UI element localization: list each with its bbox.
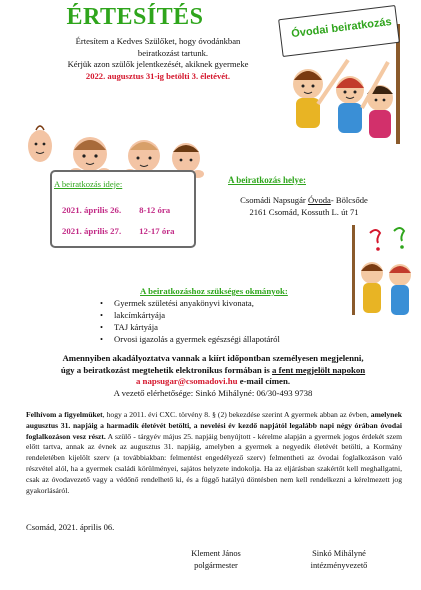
signature-mayor xyxy=(178,548,254,572)
notice-line-1: Amennyiben akadályoztatva vannak a kiírt időpontban személyesen megjelenni, xyxy=(62,353,364,363)
contact-phone: A vezető elérhetősége: Sinkó Mihályné: 06/30-493 9738 xyxy=(113,387,313,398)
signature-name: Sinkó Mihályné xyxy=(312,549,366,558)
intro-text xyxy=(8,36,308,82)
kids-sign-illustration xyxy=(268,2,418,152)
location-label: A beiratkozás helye: xyxy=(228,175,306,185)
list-item: • Gyermek születési anyakönyvi kivonata, xyxy=(100,297,280,309)
signature-role: polgármester xyxy=(194,561,238,570)
location-text xyxy=(214,194,394,218)
schedule-date: 2021. április 27. xyxy=(62,226,122,236)
notice-line-3: a napsugar@csomadovi.hu e-mail címen. xyxy=(135,376,291,386)
list-item: • Orvosi igazolás a gyermek egészségi állapotáról xyxy=(100,333,280,345)
kids-illustration xyxy=(350,225,420,315)
documents-label: A beiratkozáshoz szükséges okmányok: xyxy=(140,286,288,296)
email-link[interactable]: a napsugar@csomadovi.hu xyxy=(135,376,238,386)
schedule-date-1 xyxy=(62,205,170,215)
schedule-time: 8-12 óra xyxy=(139,205,171,215)
electronic-notice xyxy=(26,353,400,399)
legal-paragraph: Felhívom a figyelmüket, hogy a 2011. évi CXC. törvény 8. § (2) bekezdése szerint A gyermek abban az évben, amelynek augusztus 31. napjáig a harmadik életévét betölti, a nevelési év kezdő napjától legalább napi négy órában óvodai foglalkozáson vesz részt. A szülő - tárgyév május 25. napjáig benyújtott - kérelme alapján a gyermek jogos érdekét szem előtt tartva, annak az évnek az augusztus 31. napjáig, amelyben a gyermek a negyedik életévét betölti, a Kormány rendeletében kijelölt szerv (a továbbiakban: felmentést engedélyező szerv) felmentheti az óvodai foglalkozáson való részvétel alól, ha a gyermek családi körülményei, sajátos helyzete indokolja. Ha az eljárásban szakértőt kell meghallgatni, csak az óvodavezető vagy a védőnő rendelhető ki, és a függő hatályú döntésben nem kell rendelkezni a kérelmezett jog gyakorlásáról. xyxy=(26,410,402,495)
page-title: ÉRTESÍTÉS xyxy=(66,4,204,30)
place-date: Csomád, 2021. április 06. xyxy=(26,522,115,532)
sign-text: Óvodai beiratkozás xyxy=(290,15,393,41)
documents-list xyxy=(100,297,280,345)
schedule-date: 2021. április 26. xyxy=(62,205,122,215)
location-line-1: Csomádi Napsugár Óvoda- Bölcsőde xyxy=(240,195,368,205)
children-icon xyxy=(350,225,420,315)
intro-line: beiratkozást tartunk. xyxy=(137,47,209,58)
schedule-label: A beiratkozás ideje: xyxy=(54,179,123,189)
notice-line-2: úgy a beiratkozást megtehetik elektronikus formában is a fent megjelölt napokon xyxy=(60,364,366,375)
location-line-2: 2161 Csomád, Kossuth L. út 71 xyxy=(249,207,359,217)
signature-name: Klement János xyxy=(191,549,241,558)
schedule-time: 12-17 óra xyxy=(139,226,175,236)
signature-role: intézményvezető xyxy=(310,561,368,570)
intro-highlight: 2022. augusztus 31-ig betölti 3. életévét. xyxy=(85,70,231,81)
list-item: • lakcímkártyája xyxy=(100,309,280,321)
signature-director xyxy=(296,548,382,572)
schedule-date-2 xyxy=(62,226,175,236)
intro-line: Kérjük azon szülők jelentkezését, akiknek gyermeke xyxy=(67,59,249,69)
list-item: • TAJ kártyája xyxy=(100,321,280,333)
intro-line: Értesítem a Kedves Szülőket, hogy óvodánkban xyxy=(75,36,241,46)
